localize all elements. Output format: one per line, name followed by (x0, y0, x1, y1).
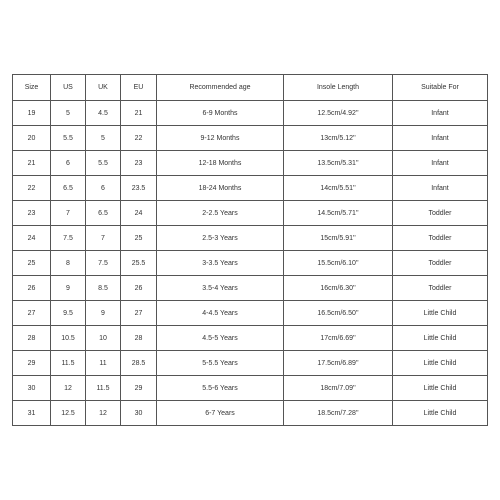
cell-suitable-for: Toddler (393, 226, 488, 251)
cell-size: 26 (13, 276, 51, 301)
cell-size: 30 (13, 376, 51, 401)
table-row (13, 201, 488, 226)
cell-eu: 30 (121, 401, 157, 426)
cell-us: 12.5 (51, 401, 86, 426)
cell-suitable-for: Infant (393, 176, 488, 201)
cell-size: 20 (13, 126, 51, 151)
cell-eu: 24 (121, 201, 157, 226)
cell-eu: 27 (121, 301, 157, 326)
cell-insole-length: 15cm/5.91'' (284, 226, 393, 251)
cell-size: 29 (13, 351, 51, 376)
cell-eu: 25 (121, 226, 157, 251)
cell-uk: 6 (86, 176, 121, 201)
table-row (13, 276, 488, 301)
header-recommended-age: Recommended age (157, 75, 284, 101)
cell-recommended-age: 4.5-5 Years (157, 326, 284, 351)
cell-uk: 5 (86, 126, 121, 151)
header-eu: EU (121, 75, 157, 101)
cell-us: 5.5 (51, 126, 86, 151)
cell-suitable-for: Infant (393, 151, 488, 176)
cell-us: 12 (51, 376, 86, 401)
table-row (13, 126, 488, 151)
cell-recommended-age: 2.5-3 Years (157, 226, 284, 251)
cell-eu: 25.5 (121, 251, 157, 276)
cell-recommended-age: 18-24 Months (157, 176, 284, 201)
cell-size: 23 (13, 201, 51, 226)
cell-size: 19 (13, 101, 51, 126)
cell-recommended-age: 9-12 Months (157, 126, 284, 151)
cell-recommended-age: 6-9 Months (157, 101, 284, 126)
cell-us: 7 (51, 201, 86, 226)
cell-insole-length: 13cm/5.12'' (284, 126, 393, 151)
cell-us: 5 (51, 101, 86, 126)
cell-eu: 23.5 (121, 176, 157, 201)
cell-eu: 28 (121, 326, 157, 351)
cell-recommended-age: 3-3.5 Years (157, 251, 284, 276)
cell-size: 24 (13, 226, 51, 251)
cell-uk: 11 (86, 351, 121, 376)
cell-recommended-age: 4-4.5 Years (157, 301, 284, 326)
cell-suitable-for: Infant (393, 101, 488, 126)
cell-insole-length: 16cm/6.30'' (284, 276, 393, 301)
cell-size: 22 (13, 176, 51, 201)
header-insole-length: Insole Length (284, 75, 393, 101)
cell-uk: 8.5 (86, 276, 121, 301)
cell-uk: 10 (86, 326, 121, 351)
cell-recommended-age: 12-18 Months (157, 151, 284, 176)
cell-suitable-for: Little Child (393, 301, 488, 326)
cell-us: 9.5 (51, 301, 86, 326)
cell-insole-length: 17.5cm/6.89'' (284, 351, 393, 376)
size-rows (13, 101, 488, 426)
cell-insole-length: 13.5cm/5.31'' (284, 151, 393, 176)
cell-insole-length: 17cm/6.69'' (284, 326, 393, 351)
table-row (13, 151, 488, 176)
cell-recommended-age: 2-2.5 Years (157, 201, 284, 226)
cell-suitable-for: Toddler (393, 251, 488, 276)
cell-uk: 11.5 (86, 376, 121, 401)
cell-us: 8 (51, 251, 86, 276)
cell-suitable-for: Little Child (393, 351, 488, 376)
cell-insole-length: 18.5cm/7.28'' (284, 401, 393, 426)
cell-uk: 9 (86, 301, 121, 326)
table-row (13, 301, 488, 326)
cell-eu: 22 (121, 126, 157, 151)
cell-us: 11.5 (51, 351, 86, 376)
header-uk: UK (86, 75, 121, 101)
cell-size: 25 (13, 251, 51, 276)
cell-uk: 7 (86, 226, 121, 251)
cell-suitable-for: Toddler (393, 276, 488, 301)
cell-size: 31 (13, 401, 51, 426)
cell-eu: 23 (121, 151, 157, 176)
cell-insole-length: 14cm/5.51'' (284, 176, 393, 201)
cell-eu: 28.5 (121, 351, 157, 376)
cell-eu: 26 (121, 276, 157, 301)
cell-insole-length: 18cm/7.09'' (284, 376, 393, 401)
cell-suitable-for: Toddler (393, 201, 488, 226)
cell-us: 6.5 (51, 176, 86, 201)
cell-us: 9 (51, 276, 86, 301)
table-row (13, 401, 488, 426)
cell-recommended-age: 3.5-4 Years (157, 276, 284, 301)
cell-uk: 4.5 (86, 101, 121, 126)
cell-recommended-age: 5-5.5 Years (157, 351, 284, 376)
header-us: US (51, 75, 86, 101)
table-row (13, 101, 488, 126)
header-suitable-for: Suitable For (393, 75, 488, 101)
size-chart-table (12, 74, 488, 426)
table-row (13, 176, 488, 201)
cell-us: 6 (51, 151, 86, 176)
cell-suitable-for: Little Child (393, 326, 488, 351)
table-row (13, 351, 488, 376)
cell-insole-length: 14.5cm/5.71'' (284, 201, 393, 226)
header-row (13, 75, 488, 101)
cell-eu: 21 (121, 101, 157, 126)
cell-us: 10.5 (51, 326, 86, 351)
table-row (13, 376, 488, 401)
cell-suitable-for: Little Child (393, 401, 488, 426)
header-size: Size (13, 75, 51, 101)
table-row (13, 326, 488, 351)
cell-us: 7.5 (51, 226, 86, 251)
cell-insole-length: 15.5cm/6.10'' (284, 251, 393, 276)
cell-size: 21 (13, 151, 51, 176)
table-row (13, 251, 488, 276)
cell-size: 28 (13, 326, 51, 351)
cell-insole-length: 12.5cm/4.92'' (284, 101, 393, 126)
cell-uk: 5.5 (86, 151, 121, 176)
cell-size: 27 (13, 301, 51, 326)
cell-eu: 29 (121, 376, 157, 401)
cell-uk: 6.5 (86, 201, 121, 226)
cell-insole-length: 16.5cm/6.50'' (284, 301, 393, 326)
cell-uk: 7.5 (86, 251, 121, 276)
cell-uk: 12 (86, 401, 121, 426)
cell-recommended-age: 5.5-6 Years (157, 376, 284, 401)
cell-suitable-for: Little Child (393, 376, 488, 401)
cell-recommended-age: 6-7 Years (157, 401, 284, 426)
table-row (13, 226, 488, 251)
cell-suitable-for: Infant (393, 126, 488, 151)
